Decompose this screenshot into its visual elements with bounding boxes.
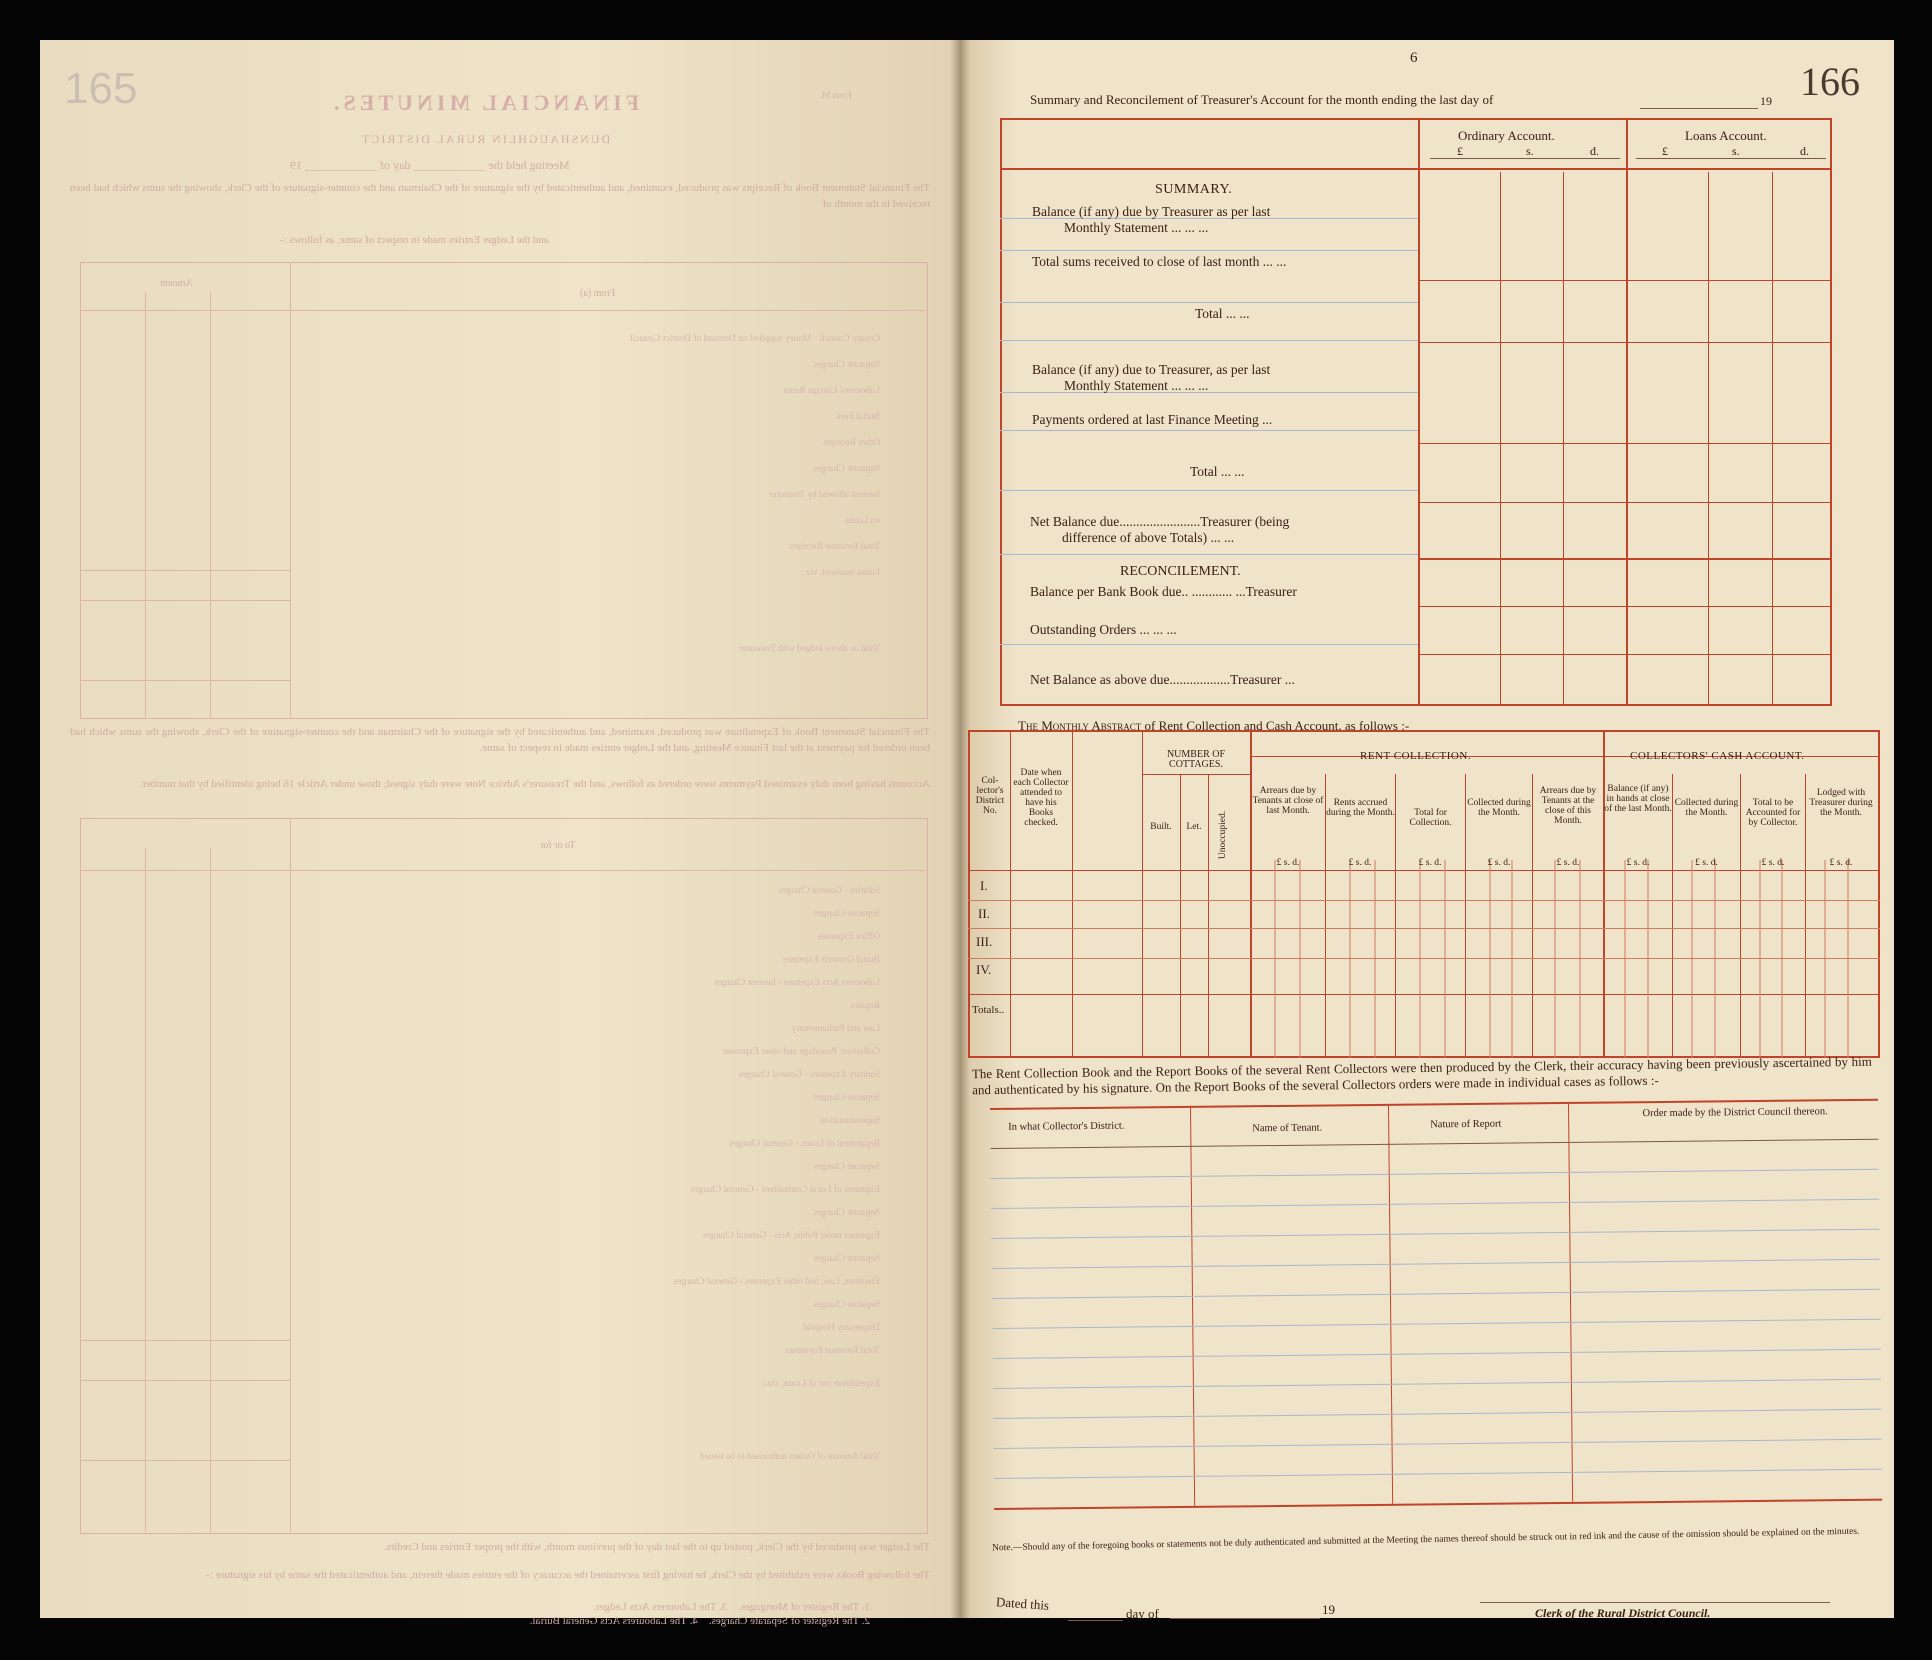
left-payment-items [440, 880, 880, 1469]
receipt-item: Loans received, viz.: [800, 568, 880, 578]
left-books-list [170, 1600, 870, 1628]
payment-item: Repayment of Loans - General Charges [729, 1139, 880, 1149]
summary-row-5: Payments ordered at last Finance Meeting ... [1032, 412, 1273, 427]
clerk-signature-label: Clerk of the Rural District Council. [1535, 1606, 1711, 1620]
abstract-title-rest: of Rent Collection and Cash Account, as follows :- [1144, 718, 1410, 733]
book-item: 3. The Labourers Acts Ledger. [593, 1601, 728, 1613]
left-page-number: 165 [64, 64, 138, 113]
summary-row-1 [1032, 204, 1270, 236]
left-para1: The Financial Statement Book of Receipts was produced, examined, and authenticated by the signature of the Chairman and the counter-signature of the Clerk, showing the sums which had been received in the month of [70, 182, 930, 210]
lsd-label: £ s. d. [1829, 858, 1853, 868]
payment-item: Separate Charges [813, 1162, 880, 1172]
rent-col-total: Total for Collection. [1409, 808, 1452, 828]
left-payments-header: To or for [540, 840, 576, 851]
payment-item: Separate Charges [813, 909, 880, 919]
abstract-row-2: II. [978, 906, 990, 921]
report-table [990, 1099, 1882, 1528]
pound-col: £ [1457, 144, 1463, 158]
book-item: 1. The Register of Mortgages. [738, 1601, 870, 1613]
payment-item: Labourers Acts Expenses - Interest Charges [714, 978, 880, 988]
ordinary-account-header: Ordinary Account. [1458, 128, 1555, 143]
book-item: 2. The Register of Separate Charges. [708, 1615, 870, 1627]
lsd-label: £ s. d. [1276, 858, 1300, 868]
reconcilement-row-1: Balance per Bank Book due.. ............ ...Treasurer [1030, 584, 1297, 599]
receipt-item: Separate Charges [813, 360, 880, 370]
rent-col-arrears-end: Arrears due by Tenants at the close of this Month. [1539, 786, 1597, 826]
cash-account-header: COLLECTORS' CASH ACCOUNT. [1630, 750, 1805, 762]
right-page-content [960, 40, 1894, 1621]
abstract-row-totals: Totals.. [972, 1004, 1005, 1016]
report-col-tenant: Name of Tenant. [1252, 1122, 1323, 1135]
lsd-label: £ s. d. [1695, 858, 1718, 868]
payment-item: Salaries - General Charges [778, 886, 880, 896]
left-para2: The Financial Statement Book of Expenditure was produced, examined, and authenticated by the signature of the Chairman and the counter-signature of the Clerk, showing the sums which had been ordered for payment at the last Finance Meeting, and the Ledger entries made in respect of same. [70, 726, 930, 754]
footer-year: 19 [1322, 1602, 1335, 1617]
receipt-item: Labourers' Cottage Rents [783, 386, 880, 396]
left-form-ref: Form M. [820, 90, 853, 100]
payment-item: Separate Charges [813, 1254, 880, 1264]
summary-row-text: Balance (if any) due to Treasurer, as per last [1032, 362, 1271, 377]
abstract-col-let: Let. [1186, 822, 1202, 832]
left-receipt-items [440, 326, 880, 662]
pound-col: £ [1662, 144, 1668, 158]
left-amount-header: Amount [160, 278, 193, 289]
summary-row-total-2: Total ... ... [1190, 464, 1245, 479]
rent-col-collected: Collected during the Month. [1467, 798, 1531, 818]
left-receipts-header: From (a) [580, 288, 616, 299]
lsd-label: £ s. d. [1556, 858, 1580, 868]
pence-col: d. [1800, 144, 1809, 158]
abstract-row-1: I. [980, 878, 988, 893]
summary-row-text: Monthly Statement ... ... ... [1064, 378, 1209, 393]
left-heading: FINANCIAL MINUTES. [330, 90, 640, 115]
rent-collection-header: RENT COLLECTION. [1360, 750, 1472, 762]
lsd-label: £ s. d. [1761, 858, 1785, 868]
abstract-title-sc: The Monthly Abstract [1018, 718, 1142, 733]
summary-title: Summary and Reconcilement of Treasurer's Account for the month ending the last day of [1030, 92, 1494, 107]
note-text: Note.—Should any of the foregoing books or statements not be duly authenticated and submitted at the Meeting the names thereof should be struck out in red ink and the cause of the omission should be explained on the minutes. [991, 1526, 1860, 1554]
reconcilement-heading: RECONCILEMENT. [1120, 564, 1241, 579]
receipt-item: Burial Fees [836, 412, 880, 422]
page-number: 166 [1800, 59, 1860, 104]
abstract-col-collector: Col-lector's District No. [975, 776, 1005, 816]
summary-year: 19 [1760, 94, 1772, 108]
payment-item: Dispensary Hospital [802, 1323, 880, 1333]
payment-item: Expenses under Public Acts - General Charges [702, 1231, 880, 1241]
abstract-row-3: III. [976, 934, 993, 949]
cash-col-balance-start: Balance (if any) in hands at close of the last Month. [1604, 784, 1672, 814]
left-meeting-line: Meeting held the ____________ day of ____________ 19 [290, 158, 570, 172]
abstract-col-date: Date when each Collector attended to have his Books checked. [1013, 768, 1069, 828]
reconcilement-row-3: Net Balance as above due..................Treasurer ... [1030, 672, 1295, 687]
abstract-col-cottages: NUMBER OF COTTAGES. [1166, 749, 1226, 770]
payment-item: Repairs [850, 1001, 880, 1011]
receipt-item: on Loans [844, 516, 880, 526]
abstract-row-4: IV. [976, 962, 992, 977]
left-district: DUNSHAUGHLIN RURAL DISTRICT [360, 132, 611, 146]
receipt-item: Total Revenue Receipts [789, 542, 880, 552]
payment-item: Collectors' Poundage and other Expenses [723, 1047, 880, 1057]
receipt-item: County Council - Money supplied on Demand of District Council [630, 334, 880, 344]
cash-col-lodged: Lodged with Treasurer during the Month. [1809, 788, 1873, 818]
report-paragraph: The Rent Collection Book and the Report Books of the several Rent Collectors were then produced by the Clerk, their accuracy having been previously ascertained by him and authenticated by his signature. On the Report Books of the several Collectors orders were made in individual cases as follows :- [971, 1053, 1872, 1098]
summary-row-text: Monthly Statement ... ... ... [1064, 220, 1209, 235]
payment-item: Law and Parliamentary [791, 1024, 880, 1034]
report-col-order: Order made by the District Council thereon. [1642, 1106, 1828, 1120]
payment-item: Expenses of Local Committees - General Charges [690, 1185, 880, 1195]
loans-account-header: Loans Account. [1685, 128, 1767, 143]
rent-col-arrears-start: Arrears due by Tenants at close of last Month. [1252, 786, 1324, 816]
summary-row-text: Balance (if any) due by Treasurer as per last [1032, 204, 1271, 219]
summary-row-total: Total ... ... [1195, 306, 1250, 321]
top-page-number: 6 [1410, 50, 1418, 66]
pence-col: d. [1590, 144, 1599, 158]
lsd-label: £ s. d. [1348, 858, 1372, 868]
payment-item: Sanitary Expenses - General Charges [738, 1070, 880, 1080]
report-col-district: In what Collector's District. [1008, 1120, 1125, 1133]
left-para1-end: and the Ledger Entries made in respect of same, as follows :- [280, 234, 549, 246]
dated-this-label: Dated this [995, 1594, 1050, 1613]
payment-item: Total Revenue Payments [785, 1346, 880, 1356]
summary-row-text: difference of above Totals) ... ... [1062, 530, 1235, 545]
left-page-content [40, 40, 960, 1627]
receipt-item: Other Receipts [823, 438, 880, 448]
cash-col-collected: Collected during the Month. [1674, 798, 1739, 818]
rent-col-accrued: Rents accrued during the Month. [1326, 798, 1395, 818]
summary-row-net-balance [1030, 514, 1289, 546]
payment-item: Burial Grounds Expenses [782, 955, 880, 965]
lsd-label: £ s. d. [1626, 858, 1650, 868]
payment-item: Superannuation [820, 1116, 880, 1126]
payment-item: Separate Charges [813, 1208, 880, 1218]
left-para5: The following Books were exhibited by the Clerk, he having first ascertained the accuracy of the entries made therein, and authenticated the same by his signature :- [206, 1569, 930, 1581]
day-of-label: day of [1126, 1606, 1159, 1621]
reconcilement-row-2: Outstanding Orders ... ... ... [1030, 622, 1177, 637]
cash-col-total: Total to be Accounted for by Collector. [1745, 798, 1801, 828]
payment-item: Total Amount of Orders authorised to be issued [699, 1452, 880, 1462]
left-para3: Accounts having been duly examined Payments were ordered as follows, and the Treasurer's Advice Note were duly signed; those under Article 16 being identified by that number. [139, 778, 930, 790]
abstract-lsd-rulings [1250, 860, 1880, 1058]
payment-item: Office Expenses [817, 932, 880, 942]
receipt-item: Interest allowed by Treasurer [768, 490, 880, 500]
summary-row-2: Total sums received to close of last month ... ... [1032, 254, 1287, 269]
lsd-label: £ s. d. [1487, 858, 1511, 868]
payment-item: Separate Charges [813, 1093, 880, 1103]
abstract-col-unoccupied: Unoccupied. [1218, 810, 1228, 860]
summary-heading: SUMMARY. [1155, 182, 1233, 197]
payment-item: Separate Charges [813, 1300, 880, 1310]
summary-row-4 [1032, 362, 1270, 394]
receipt-item: Separate Charges [813, 464, 880, 474]
abstract-col-built: Built. [1150, 822, 1172, 832]
book-item: 4. The Labourers Acts General Burial. [529, 1615, 698, 1627]
shillings-col: s. [1526, 144, 1534, 158]
shillings-col: s. [1732, 144, 1740, 158]
lsd-label: £ s. d. [1418, 858, 1442, 868]
summary-row-text: Net Balance due........................Treasurer (being [1030, 514, 1290, 529]
receipt-item: Total as above lodged with Treasurer [739, 644, 880, 654]
payment-item: Expenditure out of Loans, viz.: [761, 1379, 880, 1389]
left-para4: The Ledger was produced by the Clerk, posted up to the last day of the previous month, with the proper Entries and Credits. [384, 1541, 930, 1553]
payment-item: Elections, Law, and other Expenses - General Charges [673, 1277, 880, 1287]
report-col-nature: Nature of Report [1430, 1118, 1502, 1131]
